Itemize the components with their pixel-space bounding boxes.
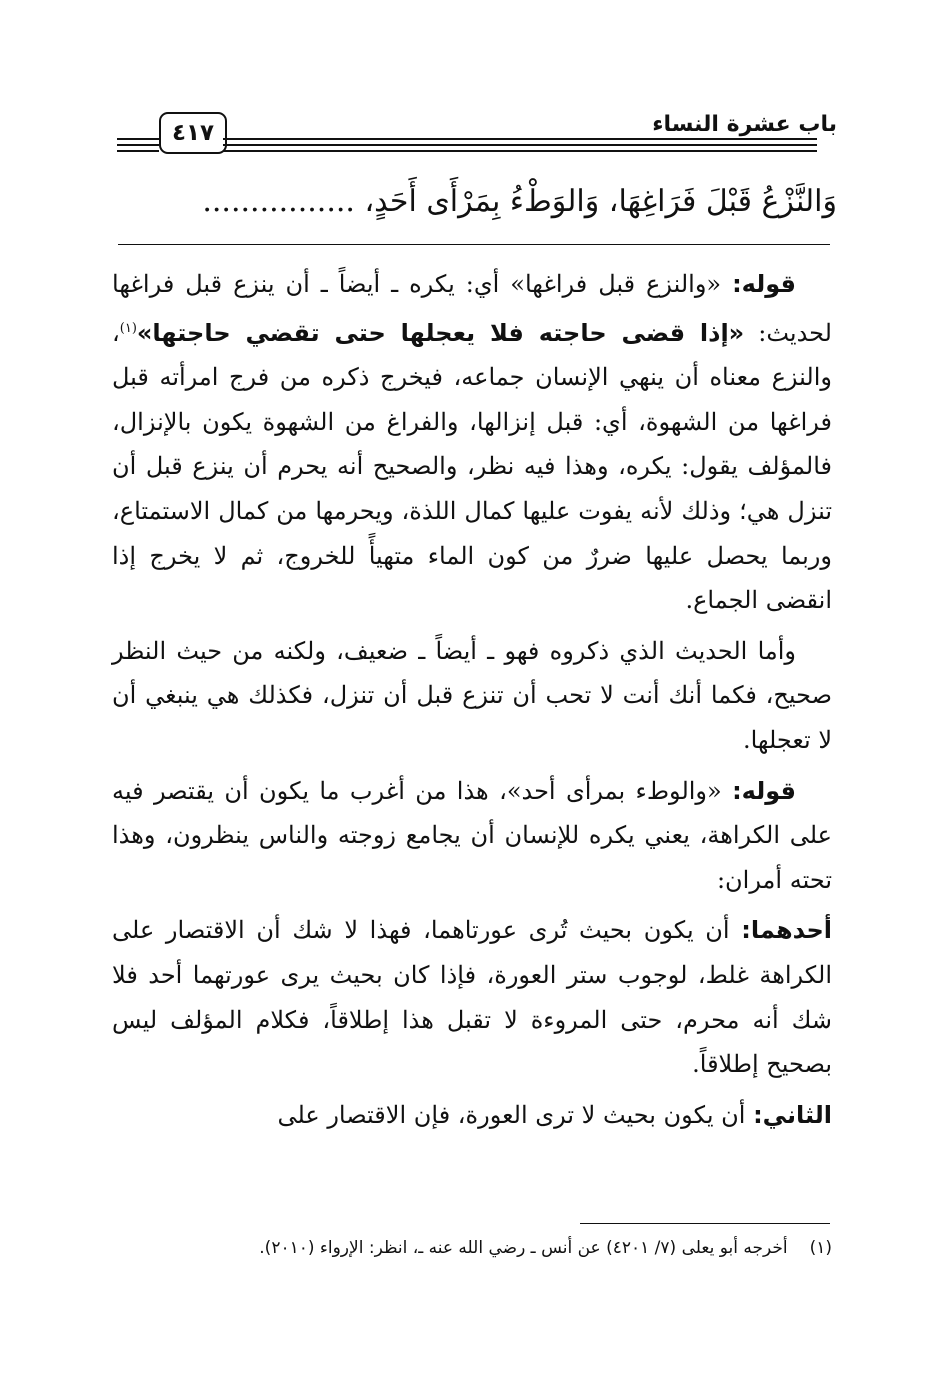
lead-word: قوله: [732,270,796,298]
paragraph [112,769,832,903]
header-rule [117,150,159,152]
paragraph [112,1093,832,1138]
header-rule [223,144,817,146]
footnote-text: أخرجه أبو يعلى (٧/ ٤٢٠١) عن أنس ـ رضي الله عنه ـ، انظر: الإرواء (٢٠١٠). [259,1238,788,1258]
paragraph-text: «والنزع قبل فراغها» أي: يكره ـ أيضاً ـ أن ينزع قبل فراغها لحديث: [112,270,832,347]
paragraph-text: ، والنزع معناه أن ينهي الإنسان جماعه، فيخرج ذكره من فرج امرأته قبل فراغها من الشهوة، أي: قبل إنزالها، والفراغ من الشهوة يكون بالإنزال، فالمؤلف يقول: يكره، وهذا فيه نظر، والصحيح أنه يحرم أن ينزع قبل أن تنزل هي؛ وذلك لأنه يفوت عليها كمال اللذة، ويحرمها من كمال الاستمتاع، وربما يحصل عليها ضررٌ من كون الماء متهيأً للخروج، ثم لا يخرج إذا انقضى الجماع. [112,318,832,615]
matn-separator [118,244,830,245]
page-header [112,112,837,160]
footnote-ref: (١) [119,320,137,336]
page-number: ٤١٧ [159,112,227,154]
footnote-separator [580,1223,830,1224]
lead-word: أحدهما: [741,916,832,945]
paragraph-text: أن يكون بحيث تُرى عورتاهما، فهذا لا شك أن الاقتصار على الكراهة غلط، لوجوب ستر العورة، فإذا كان بحيث يرى عورتهما أحد فلا شك أنه محرم، حتى المروءة لا تقبل هذا إطلاقاً، فكلام المؤلف ليس بصحيح إطلاقاً. [112,916,832,1079]
lead-word: قوله: [732,776,796,805]
header-rule [223,150,817,152]
paragraph [112,262,832,623]
header-rule [223,138,817,140]
matn-line: وَالنَّزْعُ قَبْلَ فَرَاغِهَا، وَالوَطْءُ بِمَرْأَى أَحَدٍ، ................ [202,184,837,219]
paragraph [112,908,832,1086]
footnote-number: (١) [809,1238,832,1258]
header-rule [117,138,159,140]
chapter-title: باب عشرة النساء [652,112,837,137]
lead-word: الثاني: [753,1100,832,1129]
paragraph-text: أن يكون بحيث لا ترى العورة، فإن الاقتصار على [277,1100,754,1129]
commentary-body [112,262,832,1143]
header-rule [117,144,159,146]
footnote [112,1230,832,1266]
paragraph-text: «والوطء بمرأى أحد»، هذا من أغرب ما يكون أن يقتصر فيه على الكراهة، يعني يكره للإنسان أن يجامع زوجته والناس ينظرون، وهذا تحته أمران: [112,776,832,894]
hadith-quote: «إذا قضى حاجته فلا يعجلها حتى تقضي حاجتها» [136,318,745,347]
paragraph: وأما الحديث الذي ذكروه فهو ـ أيضاً ـ ضعيف، ولكنه من حيث النظر صحيح، فكما أنك أنت لا تحب أن تنزع قبل أن تنزل، فكذلك هي ينبغي أن لا تعجلها. [112,636,832,754]
